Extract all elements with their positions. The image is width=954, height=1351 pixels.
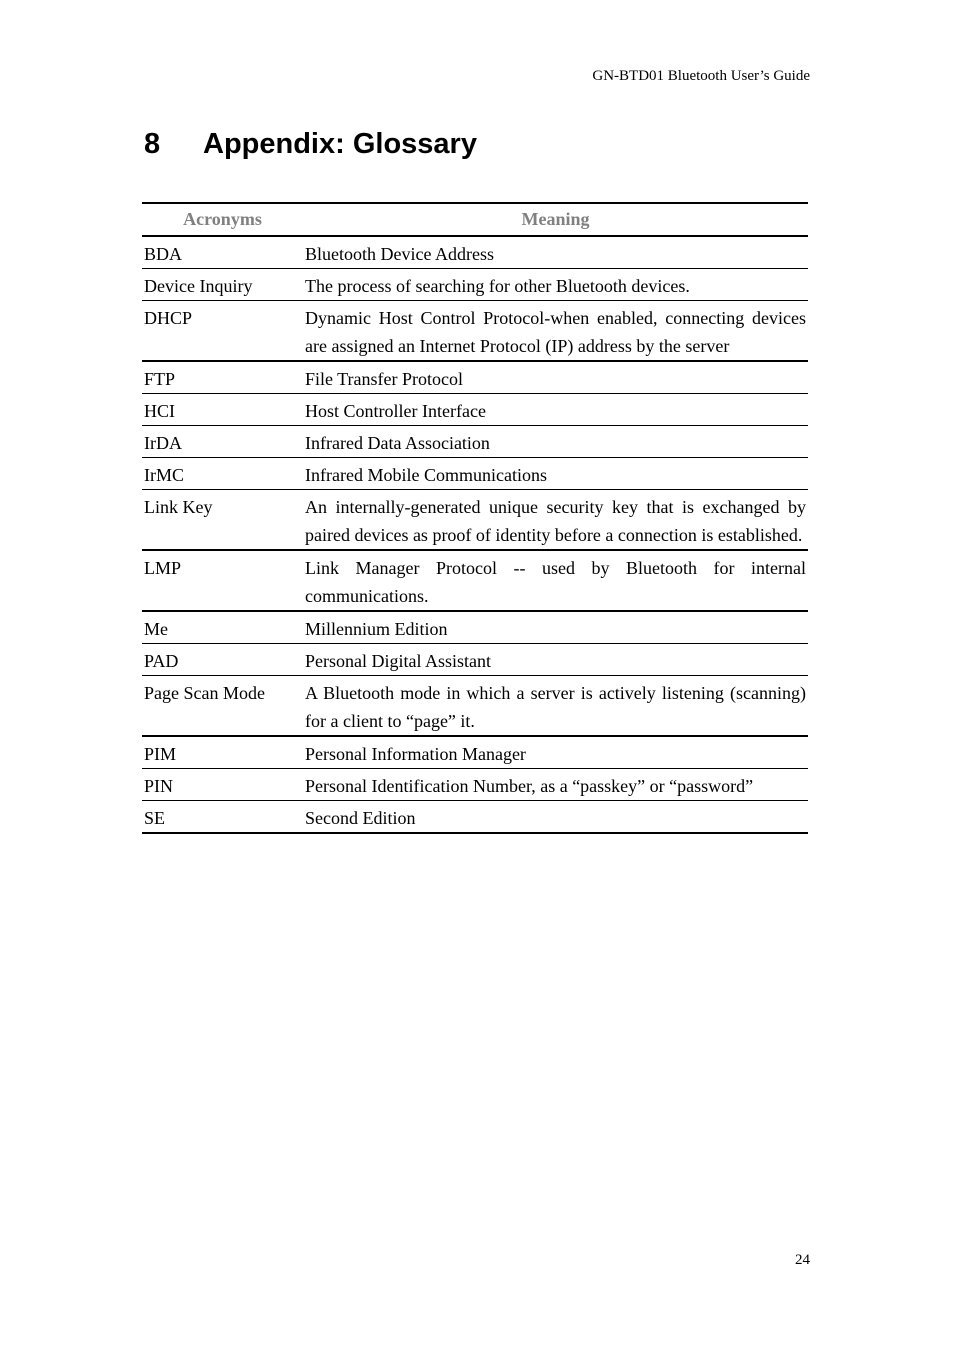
table-row <box>142 426 808 458</box>
table-row <box>142 644 808 676</box>
meaning-cell: Personal Information Manager <box>303 736 808 769</box>
section-number: 8 <box>144 128 161 160</box>
meaning-cell: Dynamic Host Control Protocol-when enabled, connecting devices are assigned an Internet Protocol (IP) address by the server <box>303 301 808 362</box>
acronym-cell: IrDA <box>142 426 303 458</box>
table-row <box>142 458 808 490</box>
glossary-table <box>142 202 808 834</box>
acronym-cell: Link Key <box>142 490 303 551</box>
acronym-cell: HCI <box>142 394 303 426</box>
section-title: Appendix: Glossary <box>203 128 477 160</box>
table-header-row <box>142 203 808 236</box>
table-row <box>142 236 808 269</box>
table-row <box>142 736 808 769</box>
table-row <box>142 269 808 301</box>
table-row <box>142 301 808 362</box>
acronym-cell: Device Inquiry <box>142 269 303 301</box>
running-header: GN-BTD01 Bluetooth User’s Guide <box>592 68 810 84</box>
table-row <box>142 550 808 611</box>
meaning-cell: Personal Identification Number, as a “passkey” or “password” <box>303 769 808 801</box>
acronym-cell: IrMC <box>142 458 303 490</box>
acronym-cell: PAD <box>142 644 303 676</box>
column-header-acronyms: Acronyms <box>142 203 303 236</box>
table-row <box>142 801 808 834</box>
acronym-cell: Me <box>142 611 303 644</box>
meaning-cell: A Bluetooth mode in which a server is actively listening (scanning) for a client to “page” it. <box>303 676 808 737</box>
table-row <box>142 611 808 644</box>
table-row <box>142 490 808 551</box>
table-row <box>142 676 808 737</box>
meaning-cell: Host Controller Interface <box>303 394 808 426</box>
acronym-cell: PIN <box>142 769 303 801</box>
acronym-cell: PIM <box>142 736 303 769</box>
acronym-cell: Page Scan Mode <box>142 676 303 737</box>
meaning-cell: Infrared Mobile Communications <box>303 458 808 490</box>
meaning-cell: Millennium Edition <box>303 611 808 644</box>
meaning-cell: An internally-generated unique security key that is exchanged by paired devices as proof of identity before a connection is established. <box>303 490 808 551</box>
table-row <box>142 361 808 394</box>
meaning-cell: Infrared Data Association <box>303 426 808 458</box>
meaning-cell: Personal Digital Assistant <box>303 644 808 676</box>
acronym-cell: FTP <box>142 361 303 394</box>
acronym-cell: DHCP <box>142 301 303 362</box>
page-number: 24 <box>795 1252 810 1268</box>
table-row <box>142 394 808 426</box>
meaning-cell: File Transfer Protocol <box>303 361 808 394</box>
acronym-cell: BDA <box>142 236 303 269</box>
meaning-cell: Second Edition <box>303 801 808 834</box>
section-heading <box>144 124 477 164</box>
meaning-cell: Link Manager Protocol -- used by Bluetooth for internal communications. <box>303 550 808 611</box>
acronym-cell: SE <box>142 801 303 834</box>
column-header-meaning: Meaning <box>303 203 808 236</box>
meaning-cell: Bluetooth Device Address <box>303 236 808 269</box>
meaning-cell: The process of searching for other Bluetooth devices. <box>303 269 808 301</box>
acronym-cell: LMP <box>142 550 303 611</box>
table-row <box>142 769 808 801</box>
